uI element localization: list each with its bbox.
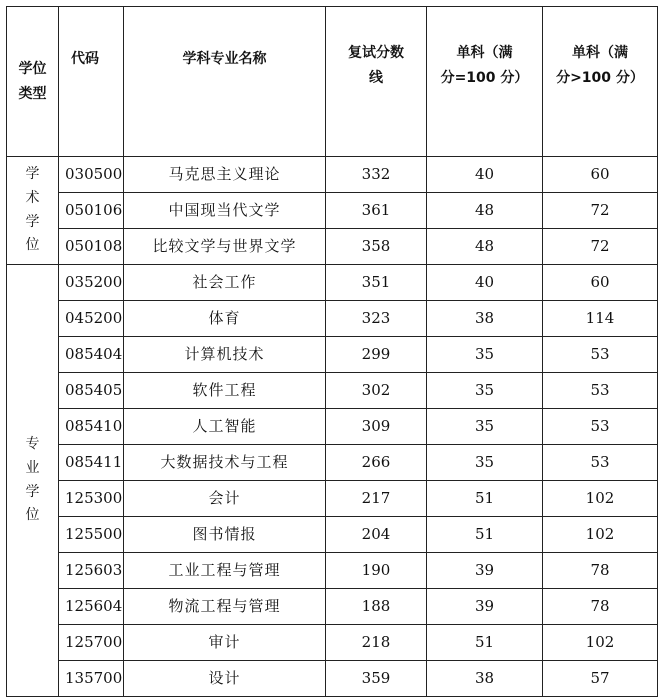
- table-row: [7, 157, 658, 193]
- major-name-cell: 工业工程与管理: [124, 553, 326, 589]
- retest-score-cell: 358: [326, 229, 427, 265]
- retest-score-cell: 302: [326, 373, 427, 409]
- header-degree-type: [7, 7, 59, 157]
- single-100-cell: 51: [427, 517, 543, 553]
- degree-type-cell: 专业学位: [7, 265, 59, 697]
- header-single-gt100: [543, 7, 658, 157]
- table-row: [7, 481, 658, 517]
- single-gt100-cell: 102: [543, 517, 658, 553]
- major-name-cell: 体育: [124, 301, 326, 337]
- retest-score-cell: 332: [326, 157, 427, 193]
- single-gt100-cell: 102: [543, 481, 658, 517]
- major-name-cell: 审计: [124, 625, 326, 661]
- single-gt100-cell: 60: [543, 265, 658, 301]
- retest-score-cell: 351: [326, 265, 427, 301]
- code-cell: 050106: [59, 193, 124, 229]
- retest-score-cell: 323: [326, 301, 427, 337]
- single-gt100-cell: 53: [543, 337, 658, 373]
- single-100-cell: 51: [427, 625, 543, 661]
- code-cell: 125604: [59, 589, 124, 625]
- header-degree-type-line1: 学位: [18, 61, 47, 77]
- table-row: [7, 193, 658, 229]
- major-name-cell: 马克思主义理论: [124, 157, 326, 193]
- major-name-cell: 计算机技术: [124, 337, 326, 373]
- code-cell: 030500: [59, 157, 124, 193]
- table-row: [7, 409, 658, 445]
- major-name-cell: 设计: [124, 661, 326, 697]
- code-cell: 125300: [59, 481, 124, 517]
- table-row: [7, 661, 658, 697]
- header-retest-score-line1: 复试分数: [348, 45, 404, 61]
- single-100-cell: 35: [427, 337, 543, 373]
- retest-score-cell: 218: [326, 625, 427, 661]
- table-row: [7, 445, 658, 481]
- single-gt100-cell: 60: [543, 157, 658, 193]
- table-row: [7, 553, 658, 589]
- table-row: [7, 625, 658, 661]
- major-name-cell: 比较文学与世界文学: [124, 229, 326, 265]
- header-single-100-line1: 单科（满: [456, 45, 513, 61]
- major-name-cell: 中国现当代文学: [124, 193, 326, 229]
- retest-score-cell: 266: [326, 445, 427, 481]
- major-name-cell: 大数据技术与工程: [124, 445, 326, 481]
- header-single-gt100-line2: 分>100 分）: [556, 69, 644, 86]
- single-gt100-cell: 102: [543, 625, 658, 661]
- code-cell: 085410: [59, 409, 124, 445]
- header-code: 代码: [59, 7, 124, 157]
- code-cell: 085405: [59, 373, 124, 409]
- single-100-cell: 48: [427, 229, 543, 265]
- header-row: [7, 7, 658, 157]
- major-name-cell: 物流工程与管理: [124, 589, 326, 625]
- retest-score-cell: 204: [326, 517, 427, 553]
- single-gt100-cell: 72: [543, 193, 658, 229]
- single-gt100-cell: 78: [543, 553, 658, 589]
- table-row: [7, 337, 658, 373]
- single-100-cell: 48: [427, 193, 543, 229]
- table-body: [7, 157, 658, 697]
- single-gt100-cell: 114: [543, 301, 658, 337]
- retest-score-cell: 190: [326, 553, 427, 589]
- header-degree-type-line2: 类型: [18, 85, 47, 102]
- table-row: [7, 301, 658, 337]
- retest-score-cell: 217: [326, 481, 427, 517]
- code-cell: 085404: [59, 337, 124, 373]
- table-row: [7, 229, 658, 265]
- retest-score-cell: 309: [326, 409, 427, 445]
- retest-score-cell: 188: [326, 589, 427, 625]
- retest-score-cell: 359: [326, 661, 427, 697]
- major-name-cell: 社会工作: [124, 265, 326, 301]
- single-100-cell: 38: [427, 301, 543, 337]
- table-row: [7, 517, 658, 553]
- header-single-gt100-line1: 单科（满: [572, 45, 628, 61]
- degree-type-cell: 学术学位: [7, 157, 59, 265]
- single-gt100-cell: 53: [543, 445, 658, 481]
- single-100-cell: 35: [427, 373, 543, 409]
- single-100-cell: 35: [427, 445, 543, 481]
- single-gt100-cell: 78: [543, 589, 658, 625]
- single-100-cell: 40: [427, 157, 543, 193]
- single-100-cell: 38: [427, 661, 543, 697]
- single-100-cell: 51: [427, 481, 543, 517]
- score-table: [6, 6, 658, 697]
- single-100-cell: 39: [427, 553, 543, 589]
- retest-score-cell: 299: [326, 337, 427, 373]
- major-name-cell: 图书情报: [124, 517, 326, 553]
- code-cell: 085411: [59, 445, 124, 481]
- single-100-cell: 35: [427, 409, 543, 445]
- header-retest-score: [326, 7, 427, 157]
- single-gt100-cell: 57: [543, 661, 658, 697]
- header-single-100: [427, 7, 543, 157]
- single-gt100-cell: 53: [543, 409, 658, 445]
- code-cell: 050108: [59, 229, 124, 265]
- code-cell: 125603: [59, 553, 124, 589]
- header-retest-score-line2: 线: [369, 69, 383, 86]
- code-cell: 035200: [59, 265, 124, 301]
- single-100-cell: 40: [427, 265, 543, 301]
- header-single-100-line2: 分=100 分）: [440, 69, 529, 86]
- single-gt100-cell: 72: [543, 229, 658, 265]
- single-gt100-cell: 53: [543, 373, 658, 409]
- table-row: [7, 589, 658, 625]
- major-name-cell: 人工智能: [124, 409, 326, 445]
- table-row: [7, 373, 658, 409]
- code-cell: 135700: [59, 661, 124, 697]
- code-cell: 125500: [59, 517, 124, 553]
- major-name-cell: 软件工程: [124, 373, 326, 409]
- header-major-name: 学科专业名称: [124, 7, 326, 157]
- single-100-cell: 39: [427, 589, 543, 625]
- major-name-cell: 会计: [124, 481, 326, 517]
- table-row: [7, 265, 658, 301]
- code-cell: 125700: [59, 625, 124, 661]
- code-cell: 045200: [59, 301, 124, 337]
- retest-score-cell: 361: [326, 193, 427, 229]
